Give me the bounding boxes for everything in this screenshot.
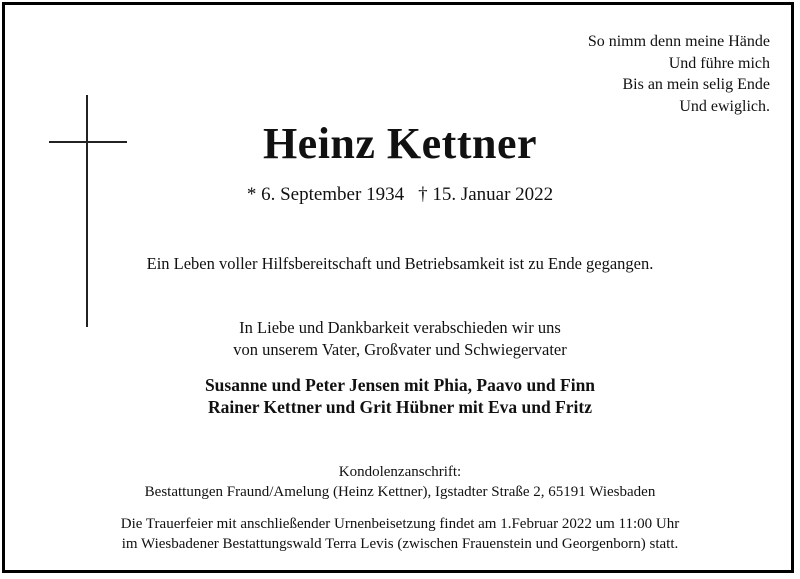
farewell-line: von unserem Vater, Großvater und Schwiegervater [233,340,567,359]
life-dates [0,184,800,206]
poem-line: Bis an mein selig Ende [622,76,770,93]
farewell-text [0,317,800,361]
poem [588,31,770,117]
family-names [0,374,800,418]
life-quote: Ein Leben voller Hilfsbereitschaft und Betriebsamkeit ist zu Ende gegangen. [146,254,654,273]
poem-line: So nimm denn meine Hände [587,33,770,50]
condolence-label: Kondolenzanschrift: [338,464,462,480]
condolence-address-text: Bestattungen Fraund/Amelung (Heinz Kettner), Igstadter Straße 2, 65191 Wiesbaden [144,483,656,500]
deceased-name: Heinz Kettner [262,119,538,168]
family-line: Rainer Kettner und Grit Hübner mit Eva und Fritz [207,397,593,417]
death-date: † 15. Januar 2022 [418,184,554,205]
poem-line: Und führe mich [668,54,770,72]
family-line: Susanne und Peter Jensen mit Phia, Paavo und Finn [204,375,596,395]
poem-line: Und ewiglich. [679,97,770,115]
condolence-address [0,463,800,502]
service-line: im Wiesbadener Bestattungswald Terra Levis (zwischen Frauenstein und Georgenborn) statt. [121,536,679,552]
farewell-line: In Liebe und Dankbarkeit verabschieden wir uns [239,318,561,337]
service-line: Die Trauerfeier mit anschließender Urnenbeisetzung findet am 1.Februar 2022 um 11:00 Uhr [120,516,680,532]
service-info [0,514,800,554]
birth-date: * 6. September 1934 [246,184,405,205]
